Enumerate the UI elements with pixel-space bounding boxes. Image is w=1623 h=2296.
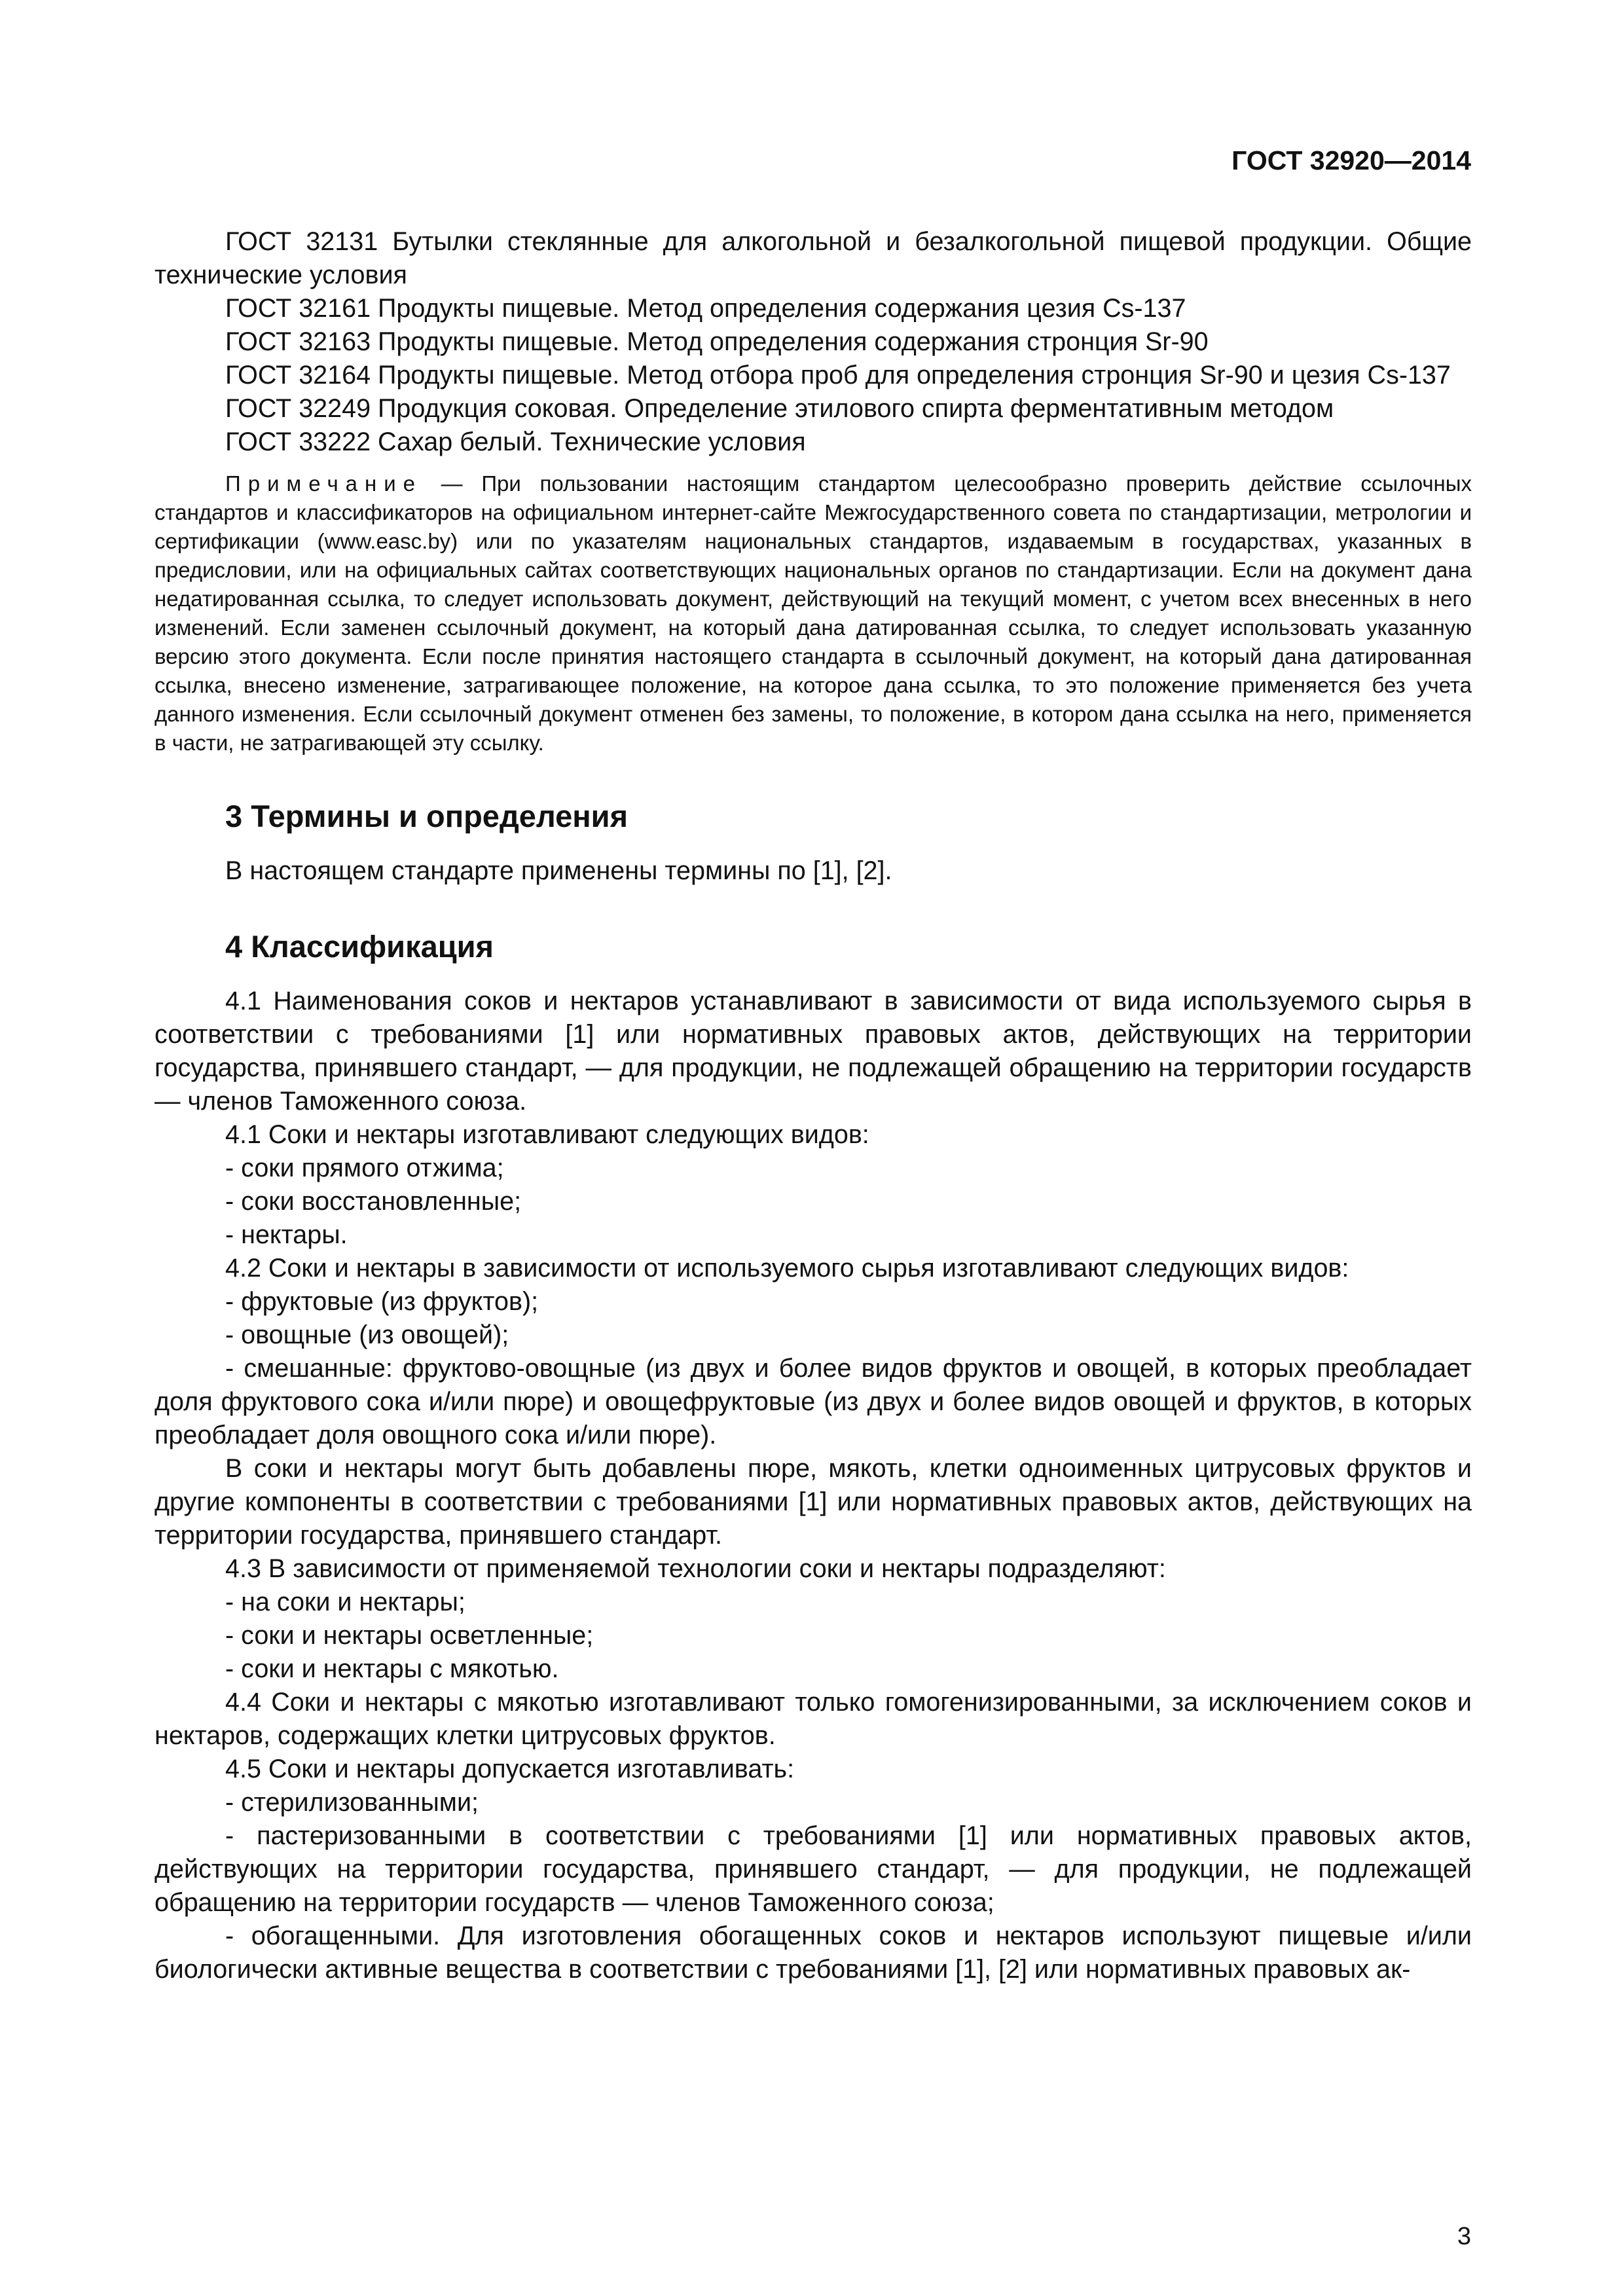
list-item: - соки и нектары осветленные; (225, 1621, 594, 1650)
document-header: ГОСТ 32920—2014 (1231, 145, 1471, 175)
section-4-paragraph: 4.1 Соки и нектары изготавливают следующих видов: (225, 1120, 869, 1149)
list-item: - соки прямого отжима; (225, 1154, 504, 1182)
reference-item: ГОСТ 32161 Продукты пищевые. Метод определения содержания цезия Cs-137 (225, 294, 1186, 323)
note-text: — При пользовании настоящим стандартом целесообразно проверить действие ссылочных стандартов и классификаторов на официальном интернет-сайте Межгосударственного совета по стандартизации, метрологии и сертификации (www.easc.by) или по указателям национальных стандартов, издаваемым в государствах, указанных в предисловии, или на официальных сайтах соответствующих национальных органов по стандартизации. Если на документ дана недатированная ссылка, то следует использовать документ, действующий на текущий момент, с учетом всех внесенных в него изменений. Если заменен ссылочный документ, на который дана датированная ссылка, то следует использовать указанную версию этого документа. Если после принятия настоящего стандарта в ссылочный документ, на который дана датированная ссылка, внесено изменение, затрагивающее положение, на которое дана ссылка, то это положение применяется без учета данного изменения. Если ссылочный документ отменен без замены, то положение, в котором дана ссылка на него, применяется в части, не затрагивающей эту ссылку. (155, 471, 1472, 755)
reference-item: ГОСТ 32249 Продукция соковая. Определение этилового спирта ферментативным методом (225, 394, 1334, 423)
list-item: - на соки и нектары; (225, 1588, 465, 1616)
reference-item: ГОСТ 33222 Сахар белый. Технические условия (225, 428, 806, 456)
section-4-paragraph: 4.4 Соки и нектары с мякотью изготавливают только гомогенизированными, за исключением соков и нектаров, содержащих клетки цитрусовых фруктов. (155, 1688, 1472, 1750)
reference-item: ГОСТ 32131 Бутылки стеклянные для алкогольной и безалкогольной пищевой продукции. Общие технические условия (155, 227, 1472, 289)
list-item: - стерилизованными; (225, 1788, 479, 1817)
section-4-title: 4 Классификация (225, 929, 494, 964)
list-item: - смешанные: фруктово-овощные (из двух и более видов фруктов и овощей, в которых преобладает доля фруктового сока и/или пюре) и овощефруктовые (из двух и более видов овощей и фруктов, в которых преобладает доля овощного сока и/или пюре). (155, 1354, 1472, 1449)
section-3-text: В настоящем стандарте применены термины по [1], [2]. (225, 856, 892, 885)
note-lead: Примечание (225, 471, 423, 496)
list-item: - соки и нектары с мякотью. (225, 1654, 559, 1683)
list-item: - обогащенными. Для изготовления обогащенных соков и нектаров используют пищевые и/или биологически активные вещества в соответствии с требованиями [1], [2] или нормативных правовых ак- (155, 1922, 1472, 1984)
section-4-paragraph: 4.1 Наименования соков и нектаров устанавливают в зависимости от вида используемого сырья в соответствии с требованиями [1] или нормативных правовых актов, действующих на территории государства, принявшего стандарт, — для продукции, не подлежащей обращению на территории государств — членов Таможенного союза. (155, 987, 1472, 1116)
page-number: 3 (1457, 2223, 1471, 2250)
section-4-paragraph: 4.3 В зависимости от применяемой технологии соки и нектары подразделяют: (225, 1554, 1166, 1583)
list-item: - овощные (из овощей); (225, 1321, 509, 1349)
section-4-paragraph: 4.5 Соки и нектары допускается изготавливать: (225, 1755, 795, 1783)
document-body (155, 225, 1472, 1986)
list-item: - нектары. (225, 1220, 348, 1249)
section-4-paragraph: В соки и нектары могут быть добавлены пюре, мякоть, клетки одноименных цитрусовых фруктов и другие компоненты в соответствии с требованиями [1] или нормативных правовых актов, действующих на территории государства, принявшего стандарт. (155, 1454, 1472, 1550)
section-3-title: 3 Термины и определения (225, 799, 628, 833)
reference-item: ГОСТ 32164 Продукты пищевые. Метод отбора проб для определения стронция Sr-90 и цезия Cs-137 (225, 361, 1451, 390)
section-4-paragraph: 4.2 Соки и нектары в зависимости от используемого сырья изготавливают следующих видов: (225, 1254, 1349, 1283)
list-item: - фруктовые (из фруктов); (225, 1287, 539, 1316)
note-paragraph (155, 469, 1472, 757)
list-item: - соки восстановленные; (225, 1187, 522, 1216)
list-item: - пастеризованными в соответствии с требованиями [1] или нормативных правовых актов, действующих на территории государства, принявшего стандарт, — для продукции, не подлежащей обращению на территории государств — членов Таможенного союза; (155, 1821, 1472, 1917)
reference-item: ГОСТ 32163 Продукты пищевые. Метод определения содержания стронция Sr-90 (225, 327, 1209, 356)
